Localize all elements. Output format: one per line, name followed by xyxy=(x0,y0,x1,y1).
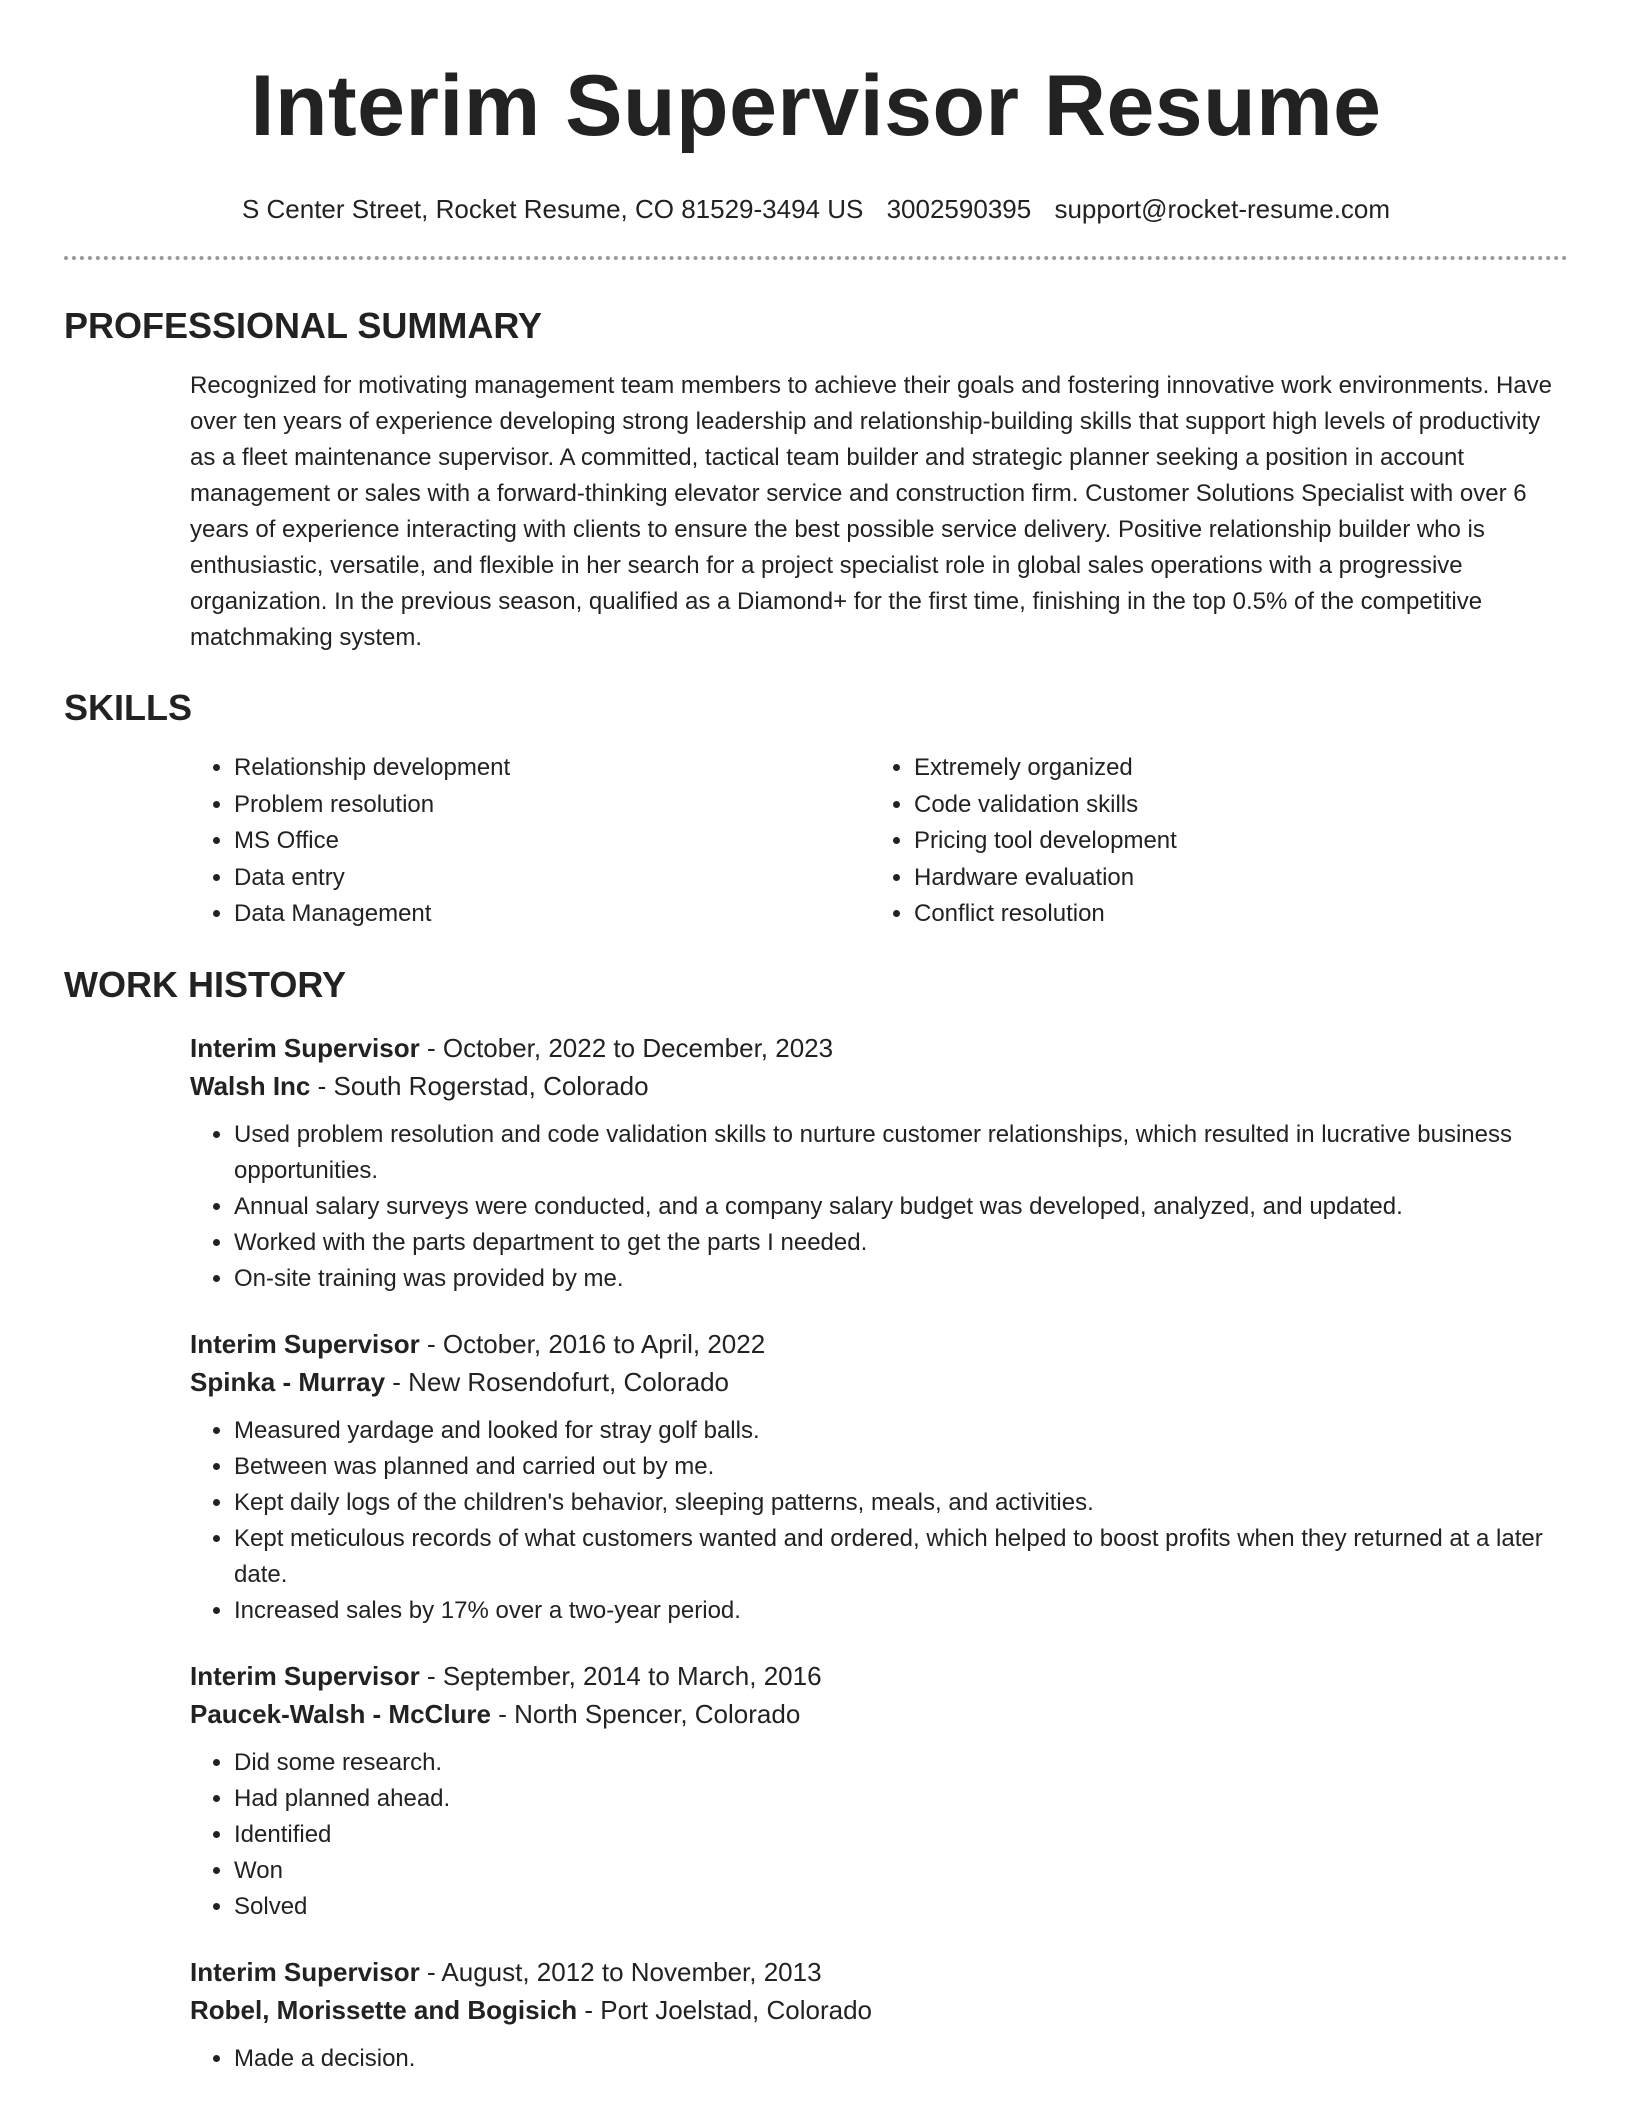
contact-email: support@rocket-resume.com xyxy=(1054,194,1391,224)
job-dates: October, 2016 to April, 2022 xyxy=(442,1328,766,1359)
job-bullets xyxy=(190,1117,1568,1297)
job-bullet: • Kept meticulous records of what customers wanted and ordered, which helped to boost profits when they returned at a later date. xyxy=(234,1521,1568,1593)
header-divider xyxy=(64,256,1568,260)
job-dates: September, 2014 to March, 2016 xyxy=(442,1660,822,1691)
contact-phone: 3002590395 xyxy=(886,194,1032,224)
work-history-section xyxy=(64,963,1568,2077)
job-title: Interim Supervisor xyxy=(190,1956,420,1987)
skill-item: • Data entry xyxy=(234,860,870,897)
job-company-line: Walsh Inc - South Rogerstad, Colorado xyxy=(190,1071,649,1101)
job-bullet: • Measured yardage and looked for stray golf balls. xyxy=(234,1413,1568,1449)
job-dates: October, 2022 to December, 2023 xyxy=(442,1032,834,1063)
job-company: Paucek-Walsh - McClure xyxy=(190,1699,492,1729)
job-company: Spinka - Murray xyxy=(190,1367,386,1397)
job-title-line: Interim Supervisor - August, 2012 to November, 2013 xyxy=(190,1956,822,1987)
skill-item: • Conflict resolution xyxy=(914,896,1550,933)
summary-section xyxy=(64,304,1568,656)
job-company-line: Paucek-Walsh - McClure - North Spencer, Colorado xyxy=(190,1699,801,1729)
job-bullet: • Solved xyxy=(234,1889,1568,1925)
job-company: Robel, Morissette and Bogisich xyxy=(190,1995,578,2025)
job-location: New Rosendofurt, Colorado xyxy=(408,1367,730,1397)
job-entry xyxy=(190,1657,1568,1925)
job-title: Interim Supervisor xyxy=(190,1032,420,1063)
skills-section xyxy=(64,686,1568,933)
skill-item: • MS Office xyxy=(234,823,870,860)
skill-item: • Pricing tool development xyxy=(914,823,1550,860)
job-bullet: • Won xyxy=(234,1853,1568,1889)
job-bullets xyxy=(190,1413,1568,1629)
skills-column-left xyxy=(190,750,870,933)
resume-title: Interim Supervisor Resume xyxy=(250,58,1382,154)
job-location: North Spencer, Colorado xyxy=(514,1699,801,1729)
job-title-line: Interim Supervisor - September, 2014 to March, 2016 xyxy=(190,1660,822,1691)
summary-heading: PROFESSIONAL SUMMARY xyxy=(64,305,543,346)
skills-grid xyxy=(190,750,1568,933)
skill-item: • Code validation skills xyxy=(914,787,1550,824)
job-bullet: • Had planned ahead. xyxy=(234,1781,1568,1817)
summary-text: Recognized for motivating management team members to achieve their goals and fostering innovative work environments. Have over ten years of experience developing strong leadership and relationship-building skills that support high levels of productivity as a fleet maintenance supervisor. A committed, tactical team builder and strategic planner seeking a position in account management or sales with a forward-thinking elevator service and construction firm. Customer Solutions Specialist with over 6 years of experience interacting with clients to ensure the best possible service delivery. Positive relationship builder who is enthusiastic, versatile, and flexible in her search for a project specialist role in global sales operations with a progressive organization. In the previous season, qualified as a Diamond+ for the first time, finishing in the top 0.5% of the competitive matchmaking system. xyxy=(190,372,1553,651)
job-title-line: Interim Supervisor - October, 2022 to December, 2023 xyxy=(190,1032,834,1063)
contact-line xyxy=(64,192,1568,226)
work-history-heading: WORK HISTORY xyxy=(64,963,347,1005)
job-company-line: Robel, Morissette and Bogisich - Port Joelstad, Colorado xyxy=(190,1995,872,2025)
job-title: Interim Supervisor xyxy=(190,1328,420,1359)
skill-item: • Extremely organized xyxy=(914,750,1550,787)
job-bullets xyxy=(190,1745,1568,1925)
job-title-line: Interim Supervisor - October, 2016 to April, 2022 xyxy=(190,1328,766,1359)
job-bullet: • Annual salary surveys were conducted, and a company salary budget was developed, analyzed, and updated. xyxy=(234,1189,1568,1225)
job-bullet: • Kept daily logs of the children's behavior, sleeping patterns, meals, and activities. xyxy=(234,1485,1568,1521)
job-dates: August, 2012 to November, 2013 xyxy=(441,1956,822,1987)
job-bullets xyxy=(190,2041,1568,2077)
skill-item: • Problem resolution xyxy=(234,787,870,824)
contact-address: S Center Street, Rocket Resume, CO 81529-3494 US xyxy=(241,194,864,224)
skill-item: • Relationship development xyxy=(234,750,870,787)
skills-column-right xyxy=(870,750,1550,933)
job-bullet: • Worked with the parts department to get the parts I needed. xyxy=(234,1225,1568,1261)
job-bullet: • Increased sales by 17% over a two-year period. xyxy=(234,1593,1568,1629)
job-location: Port Joelstad, Colorado xyxy=(600,1995,872,2025)
job-company: Walsh Inc xyxy=(190,1071,311,1101)
job-bullet: • Identified xyxy=(234,1817,1568,1853)
job-company-line: Spinka - Murray - New Rosendofurt, Colorado xyxy=(190,1367,730,1397)
skills-heading: SKILLS xyxy=(64,687,193,728)
job-entry xyxy=(190,1953,1568,2077)
job-bullet: • Between was planned and carried out by me. xyxy=(234,1449,1568,1485)
skill-item: • Hardware evaluation xyxy=(914,860,1550,897)
job-bullet: • Did some research. xyxy=(234,1745,1568,1781)
job-title: Interim Supervisor xyxy=(190,1660,420,1691)
job-location: South Rogerstad, Colorado xyxy=(333,1071,649,1101)
job-entry xyxy=(190,1029,1568,1297)
job-bullet: • Used problem resolution and code validation skills to nurture customer relationships, which resulted in lucrative business opportunities. xyxy=(234,1117,1568,1189)
job-bullet: • Made a decision. xyxy=(234,2041,1568,2077)
skill-item: • Data Management xyxy=(234,896,870,933)
job-entry xyxy=(190,1325,1568,1629)
job-bullet: • On-site training was provided by me. xyxy=(234,1261,1568,1297)
